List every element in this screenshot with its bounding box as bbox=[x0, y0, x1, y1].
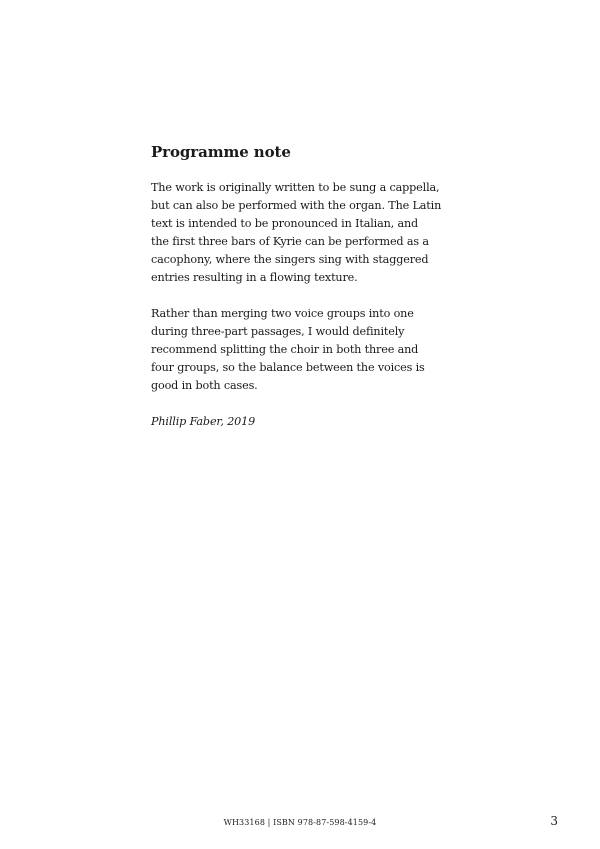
paragraph-line: four groups, so the balance between the voices is bbox=[151, 361, 425, 374]
paragraph-line: the first three bars of Kyrie can be performed as a bbox=[151, 235, 429, 248]
paragraph-line: but can also be performed with the organ. The Latin bbox=[151, 199, 442, 212]
paragraph-line: The work is originally written to be sung a cappella, bbox=[151, 181, 440, 194]
page-number: 3 bbox=[550, 814, 558, 828]
paragraph-1 bbox=[151, 179, 471, 287]
catalog-isbn-footer: WH33168 | ISBN 978-87-598-4159-4 bbox=[223, 818, 377, 827]
programme-note-section bbox=[151, 143, 471, 431]
author-signature: Phillip Faber, 2019 bbox=[151, 415, 256, 428]
page-title: Programme note bbox=[151, 143, 291, 161]
paragraph-line: during three-part passages, I would definitely bbox=[151, 325, 405, 338]
paragraph-line: cacophony, where the singers sing with staggered bbox=[151, 253, 429, 266]
paragraph-line: text is intended to be pronounced in Italian, and bbox=[151, 217, 419, 230]
paragraph-line: Rather than merging two voice groups into one bbox=[151, 307, 414, 320]
paragraph-line: entries resulting in a flowing texture. bbox=[151, 271, 358, 284]
paragraph-line: recommend splitting the choir in both three and bbox=[151, 343, 419, 356]
paragraph-line: good in both cases. bbox=[151, 379, 258, 392]
paragraph-2 bbox=[151, 305, 471, 395]
